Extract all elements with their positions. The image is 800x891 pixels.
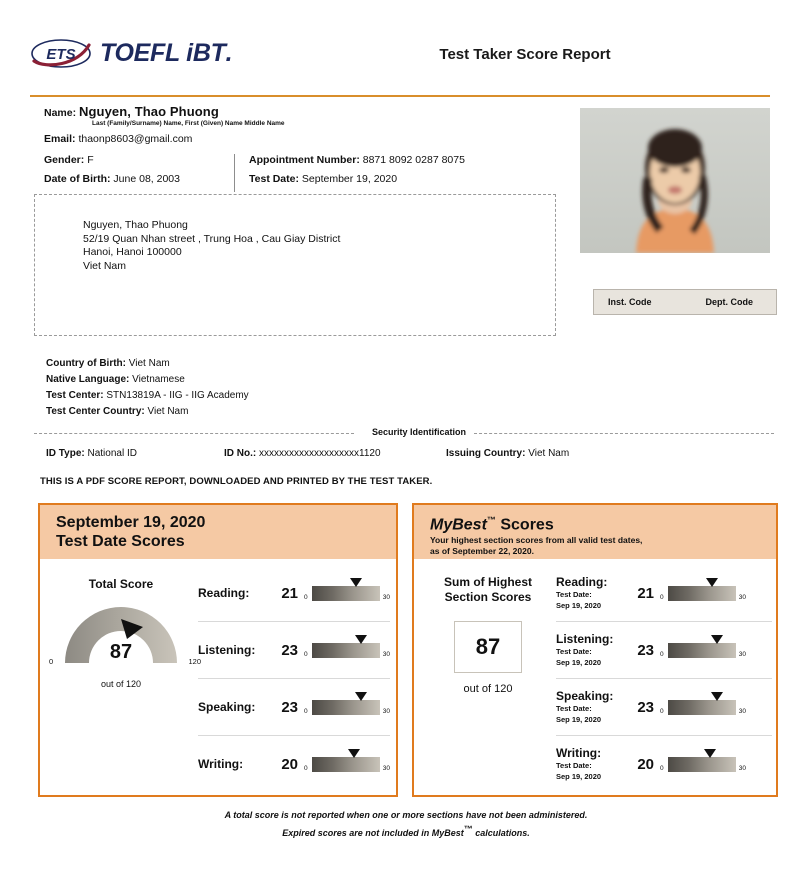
- mybest-subtitle-line2: as of September 22, 2020.: [430, 546, 534, 557]
- id-type-label: ID Type:: [46, 448, 85, 459]
- document-sheet: [8, 8, 792, 853]
- mybest-section-rows: [556, 565, 772, 792]
- gauge-graphic: [49, 597, 201, 671]
- section-score-bar: [660, 578, 744, 608]
- bar-marker-icon: [706, 578, 718, 587]
- bar-min-label: 0: [304, 594, 308, 601]
- photo-image: [580, 108, 770, 253]
- table-row: [198, 679, 390, 736]
- mybest-title-rest: Scores: [495, 516, 554, 534]
- bar-min-label: 0: [304, 651, 308, 658]
- trademark-icon: ™: [486, 515, 496, 525]
- divider-dash-right: [474, 433, 774, 434]
- sum-of-highest-section-scores: [420, 567, 556, 695]
- section-score-bar: [304, 692, 388, 722]
- id-number-group: [224, 448, 381, 459]
- section-label: Reading:: [198, 586, 250, 600]
- sum-title-line1: Sum of Highest: [443, 575, 532, 589]
- email-label: Email:: [44, 133, 76, 145]
- table-row: [198, 622, 390, 679]
- dob-value: June 08, 2003: [113, 173, 180, 185]
- section-score: 23: [637, 698, 654, 716]
- native-language-row: [46, 372, 249, 388]
- section-score: 21: [281, 584, 298, 602]
- section-test-date-label: Test Date:: [556, 761, 592, 770]
- test-center-label: Test Center:: [46, 390, 104, 401]
- name-format-caption: Last (Family/Surname) Name, First (Given) Name Middle Name: [92, 120, 285, 127]
- test-taker-identity: [44, 104, 544, 192]
- test-center-value: STN13819A - IIG - IIG Academy: [106, 390, 249, 401]
- id-type-group: [46, 448, 137, 459]
- mailing-address: [83, 219, 340, 273]
- gender-row: [44, 154, 234, 166]
- bar-marker-icon: [711, 692, 723, 701]
- name-value: Nguyen, Thao Phuong: [79, 104, 219, 119]
- test-center-country-value: Viet Nam: [147, 406, 189, 417]
- native-language-label: Native Language:: [46, 374, 130, 385]
- header-divider: [30, 95, 770, 97]
- section-test-date-value: Sep 19, 2020: [556, 600, 602, 610]
- section-label-group: [556, 576, 628, 610]
- table-row: [556, 565, 772, 622]
- section-label-group: [556, 747, 628, 781]
- country-of-birth-row: [46, 356, 249, 372]
- bar-min-label: 0: [660, 765, 664, 772]
- section-test-date-label: Test Date:: [556, 704, 592, 713]
- section-test-date-value: Sep 19, 2020: [556, 771, 602, 781]
- test-date-row: [249, 173, 465, 185]
- bar-track: [668, 757, 736, 772]
- toefl-ibt-wordmark: TOEFL iBT: [100, 39, 226, 67]
- identity-columns: [44, 154, 544, 192]
- email-value: thaonp8603@gmail.com: [78, 133, 193, 145]
- test-taker-photo: [580, 108, 770, 253]
- section-test-date-label: Test Date:: [556, 647, 592, 656]
- total-score-value: 87: [109, 641, 133, 663]
- table-row: [198, 565, 390, 622]
- mybest-subtitle: [414, 534, 776, 557]
- address-line-1: Nguyen, Thao Phuong: [83, 219, 188, 231]
- gauge-max-label: 120: [188, 657, 201, 666]
- inst-code-label: Inst. Code: [608, 297, 652, 307]
- bar-max-label: 30: [382, 594, 390, 601]
- total-score-label: Total Score: [88, 577, 154, 591]
- section-score-bar: [304, 635, 388, 665]
- dob-row: [44, 173, 234, 185]
- dept-code-label: Dept. Code: [705, 297, 754, 307]
- divider-dash-left: [34, 433, 354, 434]
- section-score-bar: [304, 749, 388, 779]
- section-score-bar: [304, 578, 388, 608]
- test-center-country-row: [46, 404, 249, 420]
- test-date-title-line1: September 19, 2020: [56, 514, 206, 531]
- section-score: 21: [637, 584, 654, 602]
- footnote-trademark-icon: ™: [463, 824, 473, 834]
- bar-max-label: 30: [738, 594, 746, 601]
- section-score-bar: [660, 749, 744, 779]
- bar-marker-icon: [711, 635, 723, 644]
- bar-min-label: 0: [304, 708, 308, 715]
- appointment-value: 8871 8092 0287 8075: [362, 154, 465, 166]
- native-language-value: Vietnamese: [132, 374, 185, 385]
- bar-marker-icon: [355, 635, 367, 644]
- footnote-line2-part1: Expired scores are not included in: [282, 828, 432, 838]
- appointment-label: Appointment Number:: [249, 154, 360, 166]
- test-date-scores-panel: [38, 503, 398, 797]
- bar-marker-icon: [350, 578, 362, 587]
- gender-label: Gender:: [44, 154, 85, 166]
- bar-marker-icon: [348, 749, 360, 758]
- bar-marker-icon: [355, 692, 367, 701]
- table-row: [556, 679, 772, 736]
- test-date-scores-header: [40, 505, 396, 559]
- bar-min-label: 0: [660, 708, 664, 715]
- security-identification-label: Security Identification: [359, 427, 479, 437]
- bar-marker-icon: [704, 749, 716, 758]
- gauge-needle-icon: [119, 617, 145, 641]
- bar-min-label: 0: [304, 765, 308, 772]
- section-label: Reading:: [556, 575, 608, 589]
- id-number-value: xxxxxxxxxxxxxxxxxxxx1120: [259, 448, 381, 459]
- total-score-out-of: out of 120: [100, 679, 142, 689]
- appointment-row: [249, 154, 465, 166]
- section-score: 23: [281, 698, 298, 716]
- footnote-line-2: [38, 822, 774, 840]
- bar-max-label: 30: [382, 708, 390, 715]
- security-section-divider: [34, 427, 774, 439]
- gender-value: F: [87, 154, 94, 166]
- bar-track: [668, 700, 736, 715]
- section-label: Writing:: [556, 746, 602, 760]
- sum-score-box: 87: [454, 621, 522, 673]
- bar-track: [312, 643, 380, 658]
- bar-min-label: 0: [660, 651, 664, 658]
- address-line-2: 52/19 Quan Nhan street , Trung Hoa , Cau Giay District: [83, 232, 341, 245]
- page-title: Test Taker Score Report: [439, 46, 611, 63]
- bar-max-label: 30: [738, 765, 746, 772]
- section-test-date-value: Sep 19, 2020: [556, 714, 602, 724]
- bar-max-label: 30: [382, 651, 390, 658]
- test-date-value: September 19, 2020: [301, 173, 398, 185]
- mailing-address-box: [34, 194, 556, 336]
- section-score-bar: [660, 635, 744, 665]
- section-label-group: [556, 633, 628, 667]
- sum-out-of: out of 120: [463, 683, 513, 695]
- bar-min-label: 0: [660, 594, 664, 601]
- bar-track: [668, 643, 736, 658]
- section-test-date-label: Test Date:: [556, 590, 592, 599]
- issuing-country-group: [446, 448, 569, 459]
- test-center-row: [46, 388, 249, 404]
- bar-max-label: 30: [738, 708, 746, 715]
- test-date-title-line2: Test Date Scores: [56, 533, 185, 550]
- report-footnote: [38, 808, 774, 840]
- svg-text:ETS: ETS: [46, 46, 76, 63]
- test-date-label: Test Date:: [249, 173, 299, 185]
- bar-max-label: 30: [382, 765, 390, 772]
- section-score: 23: [637, 641, 654, 659]
- issuing-country-label: Issuing Country:: [446, 448, 526, 459]
- ets-logo-icon: [30, 38, 92, 69]
- mybest-subtitle-line1: Your highest section scores from all valid test dates,: [430, 535, 643, 546]
- identity-column-left: [44, 154, 234, 192]
- country-of-birth-label: Country of Birth:: [46, 358, 126, 369]
- dob-label: Date of Birth:: [44, 173, 111, 185]
- mybest-scores-panel: [412, 503, 778, 797]
- email-row: [44, 133, 544, 145]
- bar-track: [312, 700, 380, 715]
- sum-title-line2: Section Scores: [444, 590, 532, 604]
- mybest-scores-header: [414, 505, 776, 559]
- test-center-country-label: Test Center Country:: [46, 406, 145, 417]
- footnote-line-1: A total score is not reported when one or more sections have not been administered.: [224, 810, 588, 820]
- identity-column-right: [234, 154, 465, 192]
- address-line-3: Hanoi, Hanoi 100000: [83, 246, 182, 258]
- section-test-date-value: Sep 19, 2020: [556, 657, 602, 667]
- institution-department-code-box: [593, 289, 777, 315]
- test-metadata: [46, 356, 249, 420]
- id-number-label: ID No.:: [224, 448, 257, 459]
- total-score-gauge: [46, 567, 201, 689]
- report-header: [30, 38, 770, 90]
- section-label-group: [556, 690, 628, 724]
- section-score: 20: [281, 755, 298, 773]
- ets-toefl-logo: [30, 38, 232, 69]
- pdf-disclaimer-note: THIS IS A PDF SCORE REPORT, DOWNLOADED AND PRINTED BY THE TEST TAKER.: [40, 476, 433, 487]
- section-label: Speaking:: [556, 689, 614, 703]
- table-row: [556, 622, 772, 679]
- footnote-line2-part3: calculations.: [472, 828, 530, 838]
- section-score: 23: [281, 641, 298, 659]
- table-row: [198, 736, 390, 792]
- mybest-title-name: MyBest: [430, 516, 487, 534]
- sum-title: [420, 575, 556, 605]
- gauge-min-label: 0: [49, 657, 54, 666]
- section-label: Speaking:: [198, 700, 256, 714]
- section-label: Listening:: [198, 643, 256, 657]
- issuing-country-value: Viet Nam: [528, 448, 570, 459]
- id-type-value: National ID: [87, 448, 137, 459]
- country-of-birth-value: Viet Nam: [128, 358, 170, 369]
- bar-track: [312, 586, 380, 601]
- mybest-scores-title: [414, 505, 776, 534]
- bar-track: [312, 757, 380, 772]
- bar-max-label: 30: [738, 651, 746, 658]
- address-line-4: Viet Nam: [83, 259, 126, 272]
- test-date-section-rows: [198, 565, 390, 792]
- section-label: Listening:: [556, 632, 614, 646]
- section-label: Writing:: [198, 757, 244, 771]
- table-row: [556, 736, 772, 792]
- section-score: 20: [637, 755, 654, 773]
- test-date-scores-title: [40, 505, 396, 551]
- bar-track: [668, 586, 736, 601]
- section-score-bar: [660, 692, 744, 722]
- name-row: [44, 104, 544, 119]
- footnote-mybest-name: MyBest: [431, 828, 464, 838]
- toefl-wordmark-period: .: [225, 39, 233, 67]
- name-label: Name:: [44, 107, 77, 119]
